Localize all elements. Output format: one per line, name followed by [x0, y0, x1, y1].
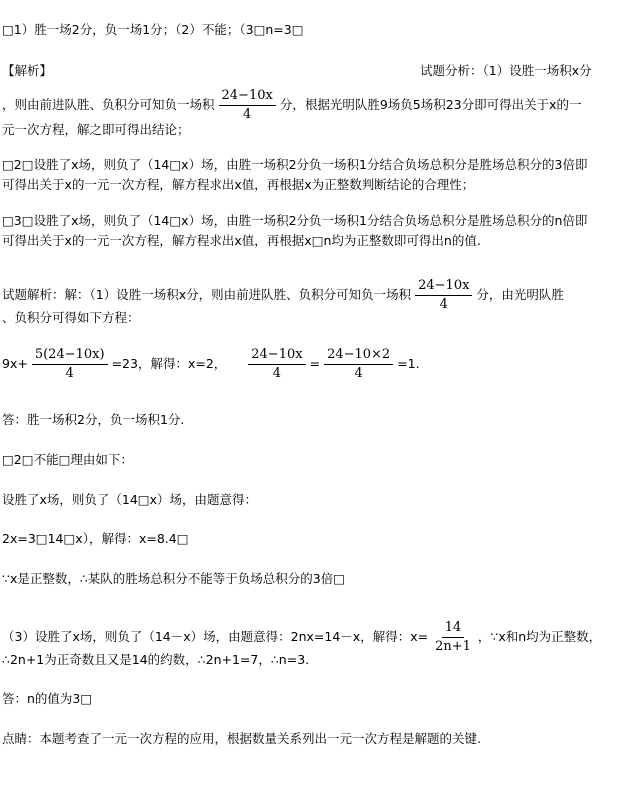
- analysis-label: 【解析】: [2, 63, 53, 78]
- analysis-part1-line2: 元一次方程，解之即可得出结论；: [2, 122, 190, 137]
- answer-part3: 答：n的值为3□: [2, 691, 93, 706]
- fraction-numerator: 24−10x: [219, 88, 276, 106]
- solution-part1-text-a: 试题解析：解：（1）设胜一场积x分，则由前进队胜、负积分可知负一场积: [2, 287, 412, 302]
- solution-part3-text-b: ，∵x和n均为正整数，: [477, 629, 602, 644]
- analysis-part2-line1: □2□设胜了x场，则负了（14□x）场，由胜一场积2分负一场积1分结合负场总积分是胜场总积分的3倍即: [2, 157, 588, 172]
- solution-part2-heading: □2□不能□理由如下：: [2, 452, 133, 467]
- fraction-numerator: 5(24−10x): [32, 347, 108, 365]
- key-point-note: 点睛：本题考查了一元一次方程的应用，根据数量关系列出一元一次方程是解题的关键.: [2, 731, 481, 746]
- analysis-part3-line1: □3□设胜了x场，则负了（14□x）场，由胜一场积2分负一场积1分结合负场总积分是胜场总积分的n倍即: [2, 213, 588, 228]
- fraction-numerator: 24−10x: [248, 347, 305, 365]
- equals-sign: =: [309, 356, 321, 371]
- fraction: [324, 347, 393, 382]
- analysis-part1-line1: [2, 88, 582, 123]
- fraction: [432, 620, 474, 655]
- fraction: [415, 278, 472, 313]
- fraction: [248, 347, 305, 382]
- fraction-denominator: 4: [65, 366, 74, 381]
- analysis-part1-text-b: 分，根据光明队胜9场负5场积23分即可得出关于x的一: [279, 97, 582, 112]
- fraction-denominator: 4: [439, 297, 448, 312]
- fraction-denominator: 2n+1: [435, 639, 471, 654]
- solution-part1-text-b: 分，由光明队胜: [476, 287, 564, 302]
- answer-part1: 答：胜一场积2分，负一场积1分.: [2, 412, 185, 427]
- fraction-numerator: 24−10×2: [324, 347, 393, 365]
- solution-part2-equation: 2x=3□14□x），解得：x=8.4□: [2, 531, 189, 546]
- equation-result-23: =23，解得：x=2，: [111, 356, 227, 371]
- solution-part3-line2: ∴2n+1为正奇数且又是14的约数，∴2n+1=7，∴n=3.: [2, 652, 310, 667]
- analysis-part1-text-a: ，则由前进队胜、负积分可知负一场积: [2, 97, 215, 112]
- fraction-denominator: 4: [272, 366, 282, 381]
- analysis-heading: 试题分析：（1）设胜一场积x分: [420, 63, 592, 78]
- solution-part2-setup: 设胜了x场，则负了（14□x）场，由题意得：: [2, 492, 258, 507]
- analysis-part2-line2: 可得出关于x的一元一次方程，解方程求出x值，再根据x为正整数判断结论的合理性；: [2, 177, 475, 192]
- solution-part2-conclusion: ∵x是正整数，∴某队的胜场总积分不能等于负场总积分的3倍□: [2, 571, 346, 586]
- fraction-numerator: 24−10x: [415, 278, 472, 296]
- fraction-denominator: 4: [354, 366, 363, 381]
- fraction-denominator: 4: [243, 107, 252, 122]
- equation-term-9x: 9x+: [2, 356, 28, 371]
- equation-result-1: =1.: [397, 356, 420, 371]
- fraction: [219, 88, 276, 123]
- analysis-part3-line2: 可得出关于x的一元一次方程，解方程求出x值，再根据x□n均为正整数即可得出n的值.: [2, 233, 481, 248]
- answer-summary: □1）胜一场2分，负一场1分；（2）不能；（3□n=3□: [2, 22, 304, 37]
- solution-part1-line2: 、负积分可得如下方程：: [2, 310, 140, 325]
- equation-line: [2, 347, 420, 382]
- fraction-numerator: 14: [442, 620, 465, 638]
- fraction: [32, 347, 108, 382]
- solution-part3-text-a: （3）设胜了x场，则负了（14－x）场，由题意得：2nx=14－x，解得：x=: [2, 629, 429, 644]
